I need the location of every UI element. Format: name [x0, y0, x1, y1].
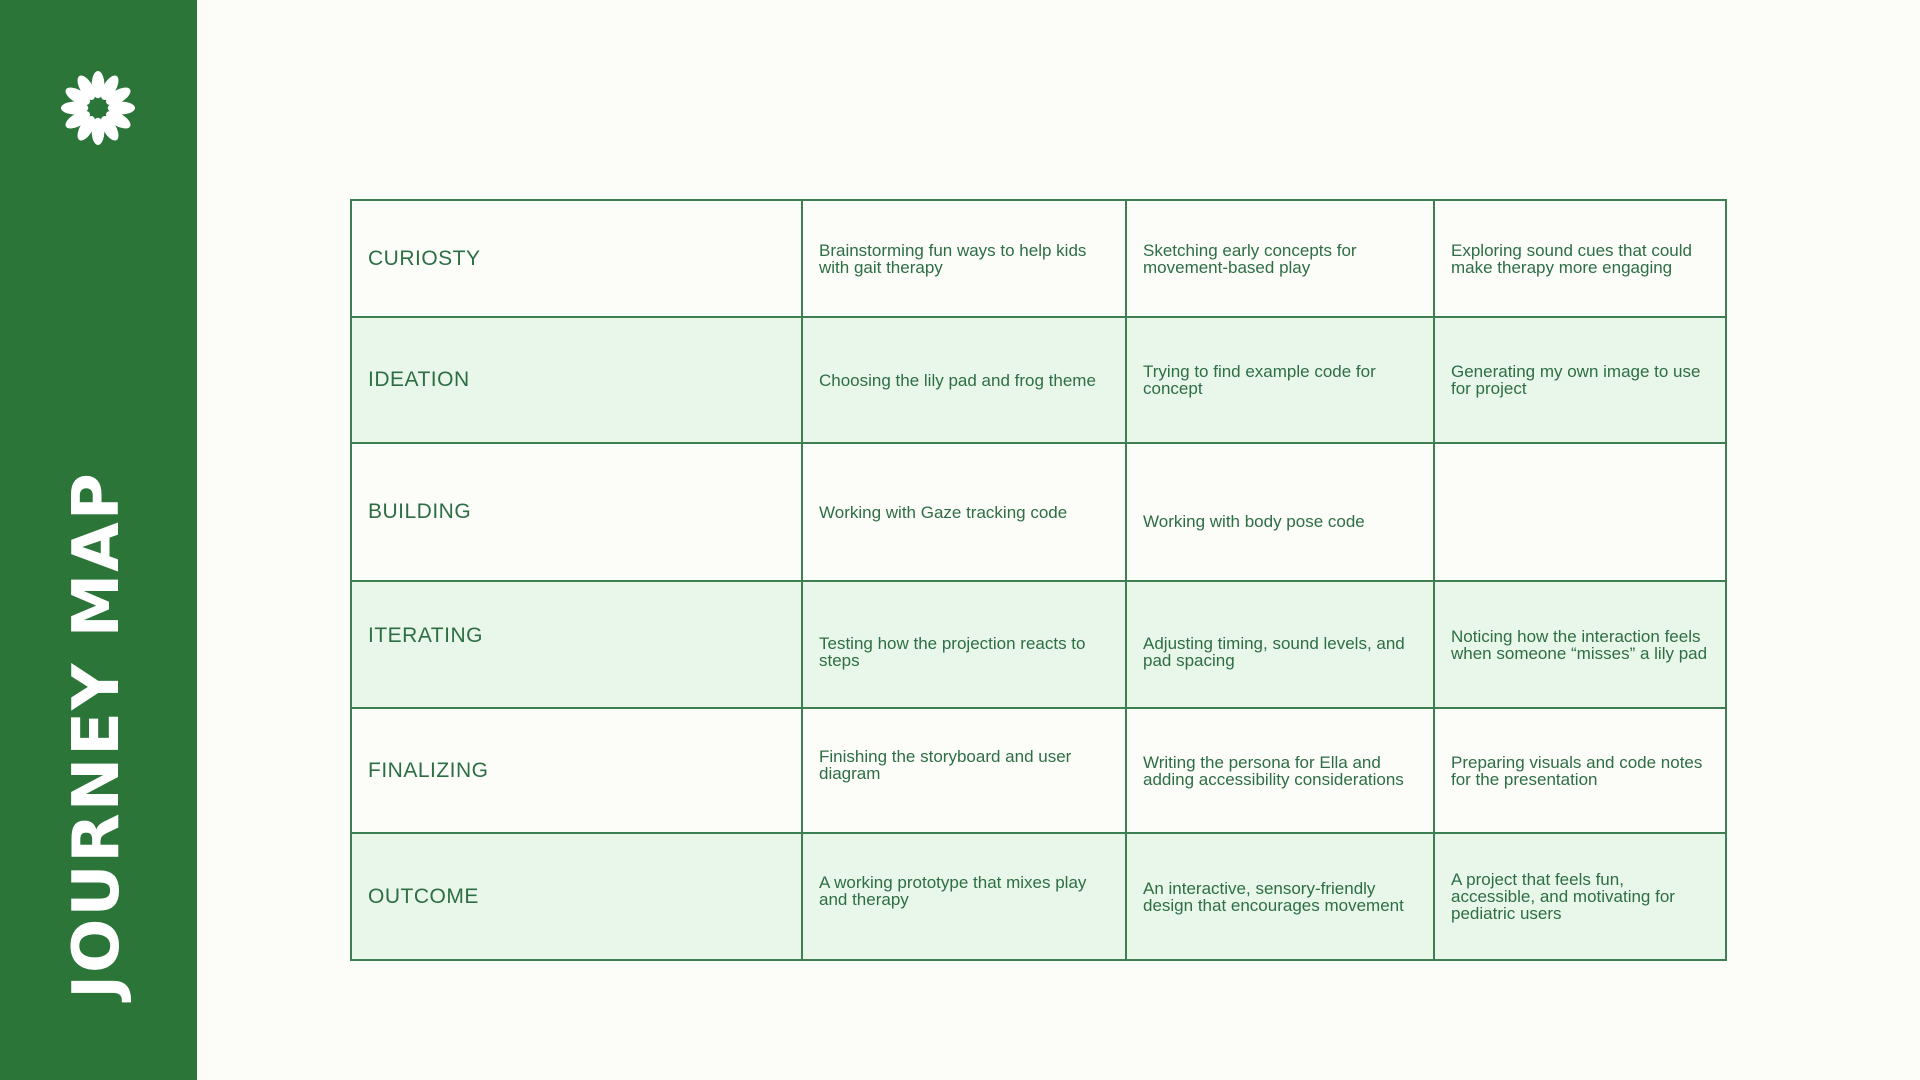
table-cell: An interactive, sensory-friendly design that encourages movement — [1126, 833, 1434, 960]
table-row-iterating — [351, 581, 1726, 708]
stage-label: ITERATING — [351, 581, 802, 708]
table-row-finalizing — [351, 708, 1726, 833]
table-cell: Trying to find example code for concept — [1126, 317, 1434, 443]
table-row-ideation — [351, 317, 1726, 443]
journey-table — [350, 199, 1727, 961]
table-cell: Finishing the storyboard and user diagram — [802, 708, 1126, 833]
table-cell: Testing how the projection reacts to steps — [802, 581, 1126, 708]
table-cell: Noticing how the interaction feels when someone “misses” a lily pad — [1434, 581, 1726, 708]
table-row-curiosity — [351, 200, 1726, 317]
table-cell: A working prototype that mixes play and therapy — [802, 833, 1126, 960]
table-cell: A project that feels fun, accessible, and motivating for pediatric users — [1434, 833, 1726, 960]
table-cell: Working with body pose code — [1126, 443, 1434, 581]
table-cell: Exploring sound cues that could make therapy more engaging — [1434, 200, 1726, 317]
stage-label: OUTCOME — [351, 833, 802, 960]
table-cell: Generating my own image to use for project — [1434, 317, 1726, 443]
table-cell: Preparing visuals and code notes for the presentation — [1434, 708, 1726, 833]
page-title: JOURNEY MAP — [60, 471, 134, 999]
table-cell: Brainstorming fun ways to help kids with gait therapy — [802, 200, 1126, 317]
stage-label: BUILDING — [351, 443, 802, 581]
table-row-building — [351, 443, 1726, 581]
stage-label: CURIOSTY — [351, 200, 802, 317]
table-cell — [1434, 443, 1726, 581]
table-cell: Adjusting timing, sound levels, and pad spacing — [1126, 581, 1434, 708]
table-cell: Writing the persona for Ella and adding accessibility considerations — [1126, 708, 1434, 833]
table-row-outcome — [351, 833, 1726, 960]
table-cell: Choosing the lily pad and frog theme — [802, 317, 1126, 443]
asterisk-icon — [59, 69, 137, 147]
stage-label: FINALIZING — [351, 708, 802, 833]
table-cell: Working with Gaze tracking code — [802, 443, 1126, 581]
sidebar — [0, 0, 197, 1080]
table-cell: Sketching early concepts for movement-based play — [1126, 200, 1434, 317]
stage-label: IDEATION — [351, 317, 802, 443]
